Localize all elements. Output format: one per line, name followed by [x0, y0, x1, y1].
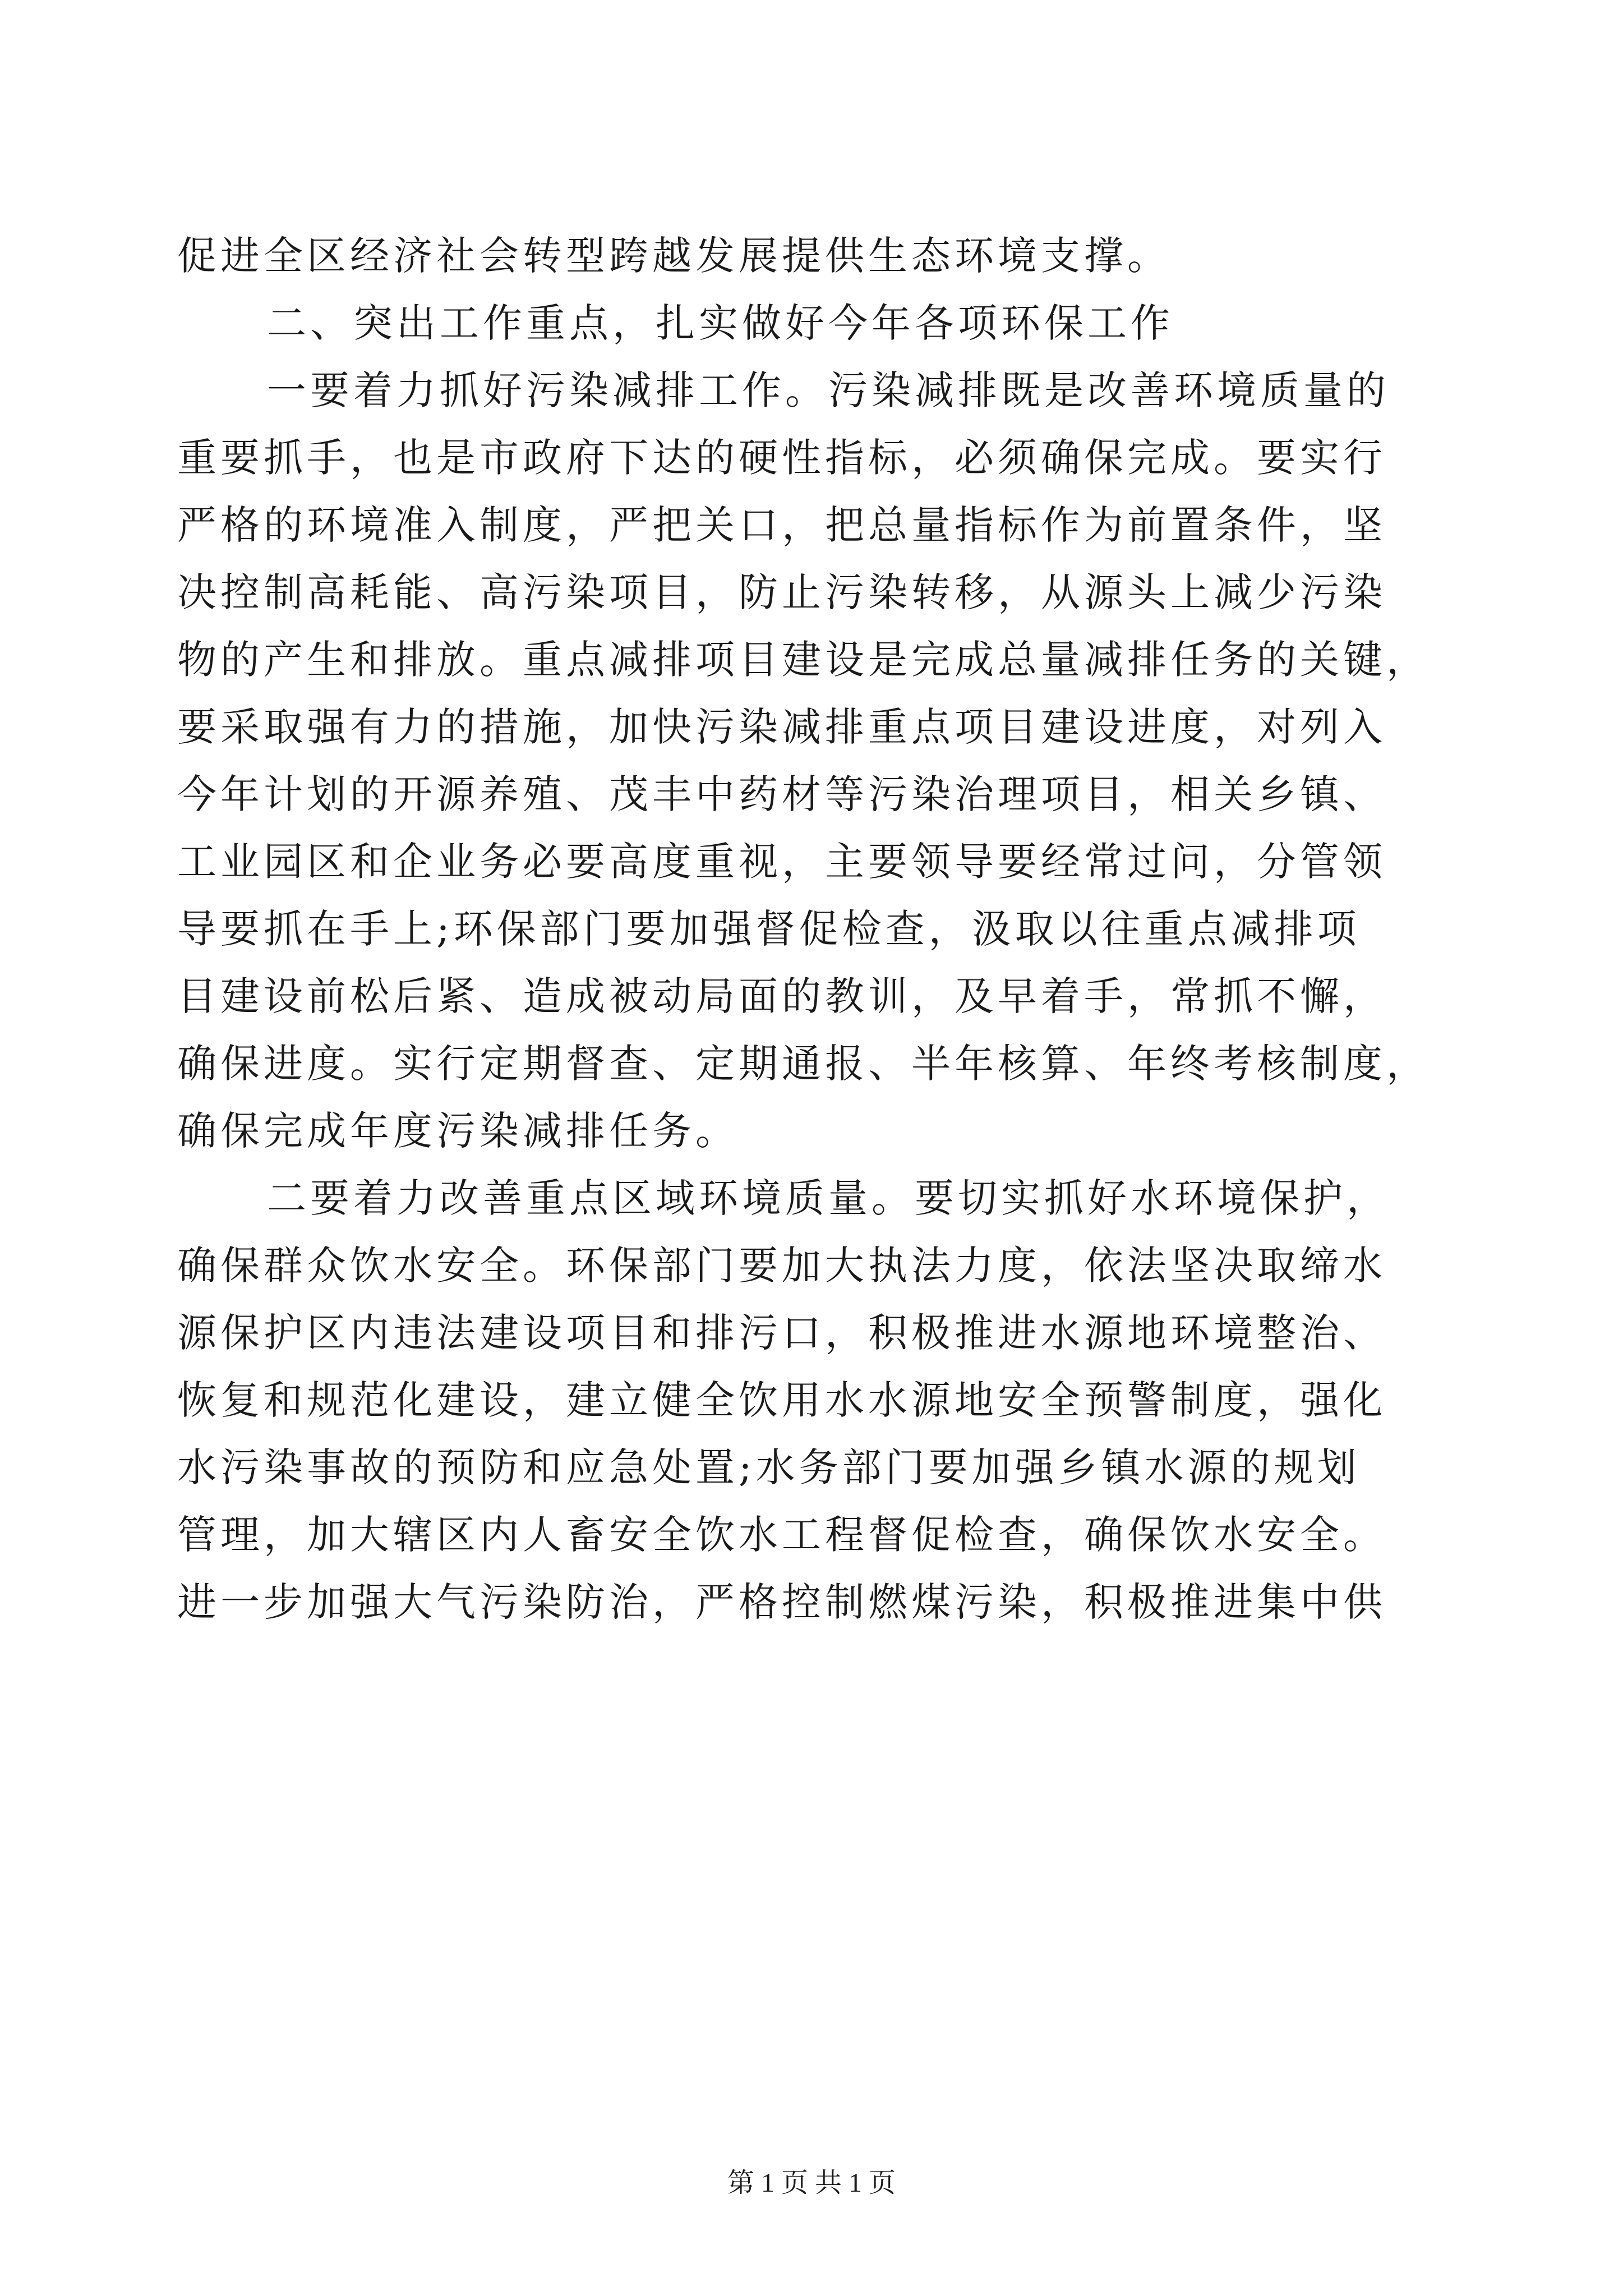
text-line: 确保群众饮水安全。环保部门要加大执法力度，依法坚决取缔水 [177, 1243, 1386, 1289]
text-line: 恢复和规范化建设，建立健全饮用水水源地安全预警制度，强化 [177, 1377, 1386, 1423]
text-line: 导要抓在手上;环保部门要加强督促检查，汲取以往重点减排项 [177, 906, 1361, 952]
text-line: 今年计划的开源养殖、茂丰中药材等污染治理项目，相关乡镇、 [177, 771, 1386, 817]
text-line: 确保进度。实行定期督查、定期通报、半年核算、年终考核制度， [177, 1041, 1430, 1087]
text-line: 确保完成年度污染减排任务。 [177, 1108, 739, 1154]
text-line: 管理，加大辖区内人畜安全饮水工程督促检查，确保饮水安全。 [177, 1512, 1386, 1558]
text-line: 源保护区内违法建设项目和排污口，积极推进水源地环境整治、 [177, 1310, 1386, 1356]
text-line: 工业园区和企业务必要高度重视，主要领导要经常过问，分管领 [177, 839, 1386, 885]
text-line: 进一步加强大气污染防治，严格控制燃煤污染，积极推进集中供 [177, 1579, 1386, 1625]
text-line: 水污染事故的预防和应急处置;水务部门要加强乡镇水源的规划 [177, 1444, 1361, 1490]
section-heading: 二、突出工作重点，扎实做好今年各项环保工作 [267, 300, 1174, 346]
text-line: 一要着力抓好污染减排工作。污染减排既是改善环境质量的 [267, 367, 1390, 413]
text-line: 重要抓手，也是市政府下达的硬性指标，必须确保完成。要实行 [177, 435, 1386, 481]
text-line: 要采取强有力的措施，加快污染减排重点项目建设进度，对列入 [177, 704, 1386, 750]
text-line: 二要着力改善重点区域环境质量。要切实抓好水环境保护， [267, 1175, 1390, 1221]
text-line: 物的产生和排放。重点减排项目建设是完成总量减排任务的关键， [177, 637, 1430, 683]
text-line: 严格的环境准入制度，严把关口，把总量指标作为前置条件，坚 [177, 502, 1386, 548]
text-line: 决控制高耗能、高污染项目，防止污染转移，从源头上减少污染 [177, 569, 1386, 615]
text-line: 目建设前松后紧、造成被动局面的教训，及早着手，常抓不懈， [177, 973, 1386, 1019]
page-number-footer: 第 1 页 共 1 页 [727, 2168, 896, 2198]
document-body [177, 222, 1442, 1636]
text-line: 促进全区经济社会转型跨越发展提供生态环境支撑。 [177, 233, 1170, 279]
